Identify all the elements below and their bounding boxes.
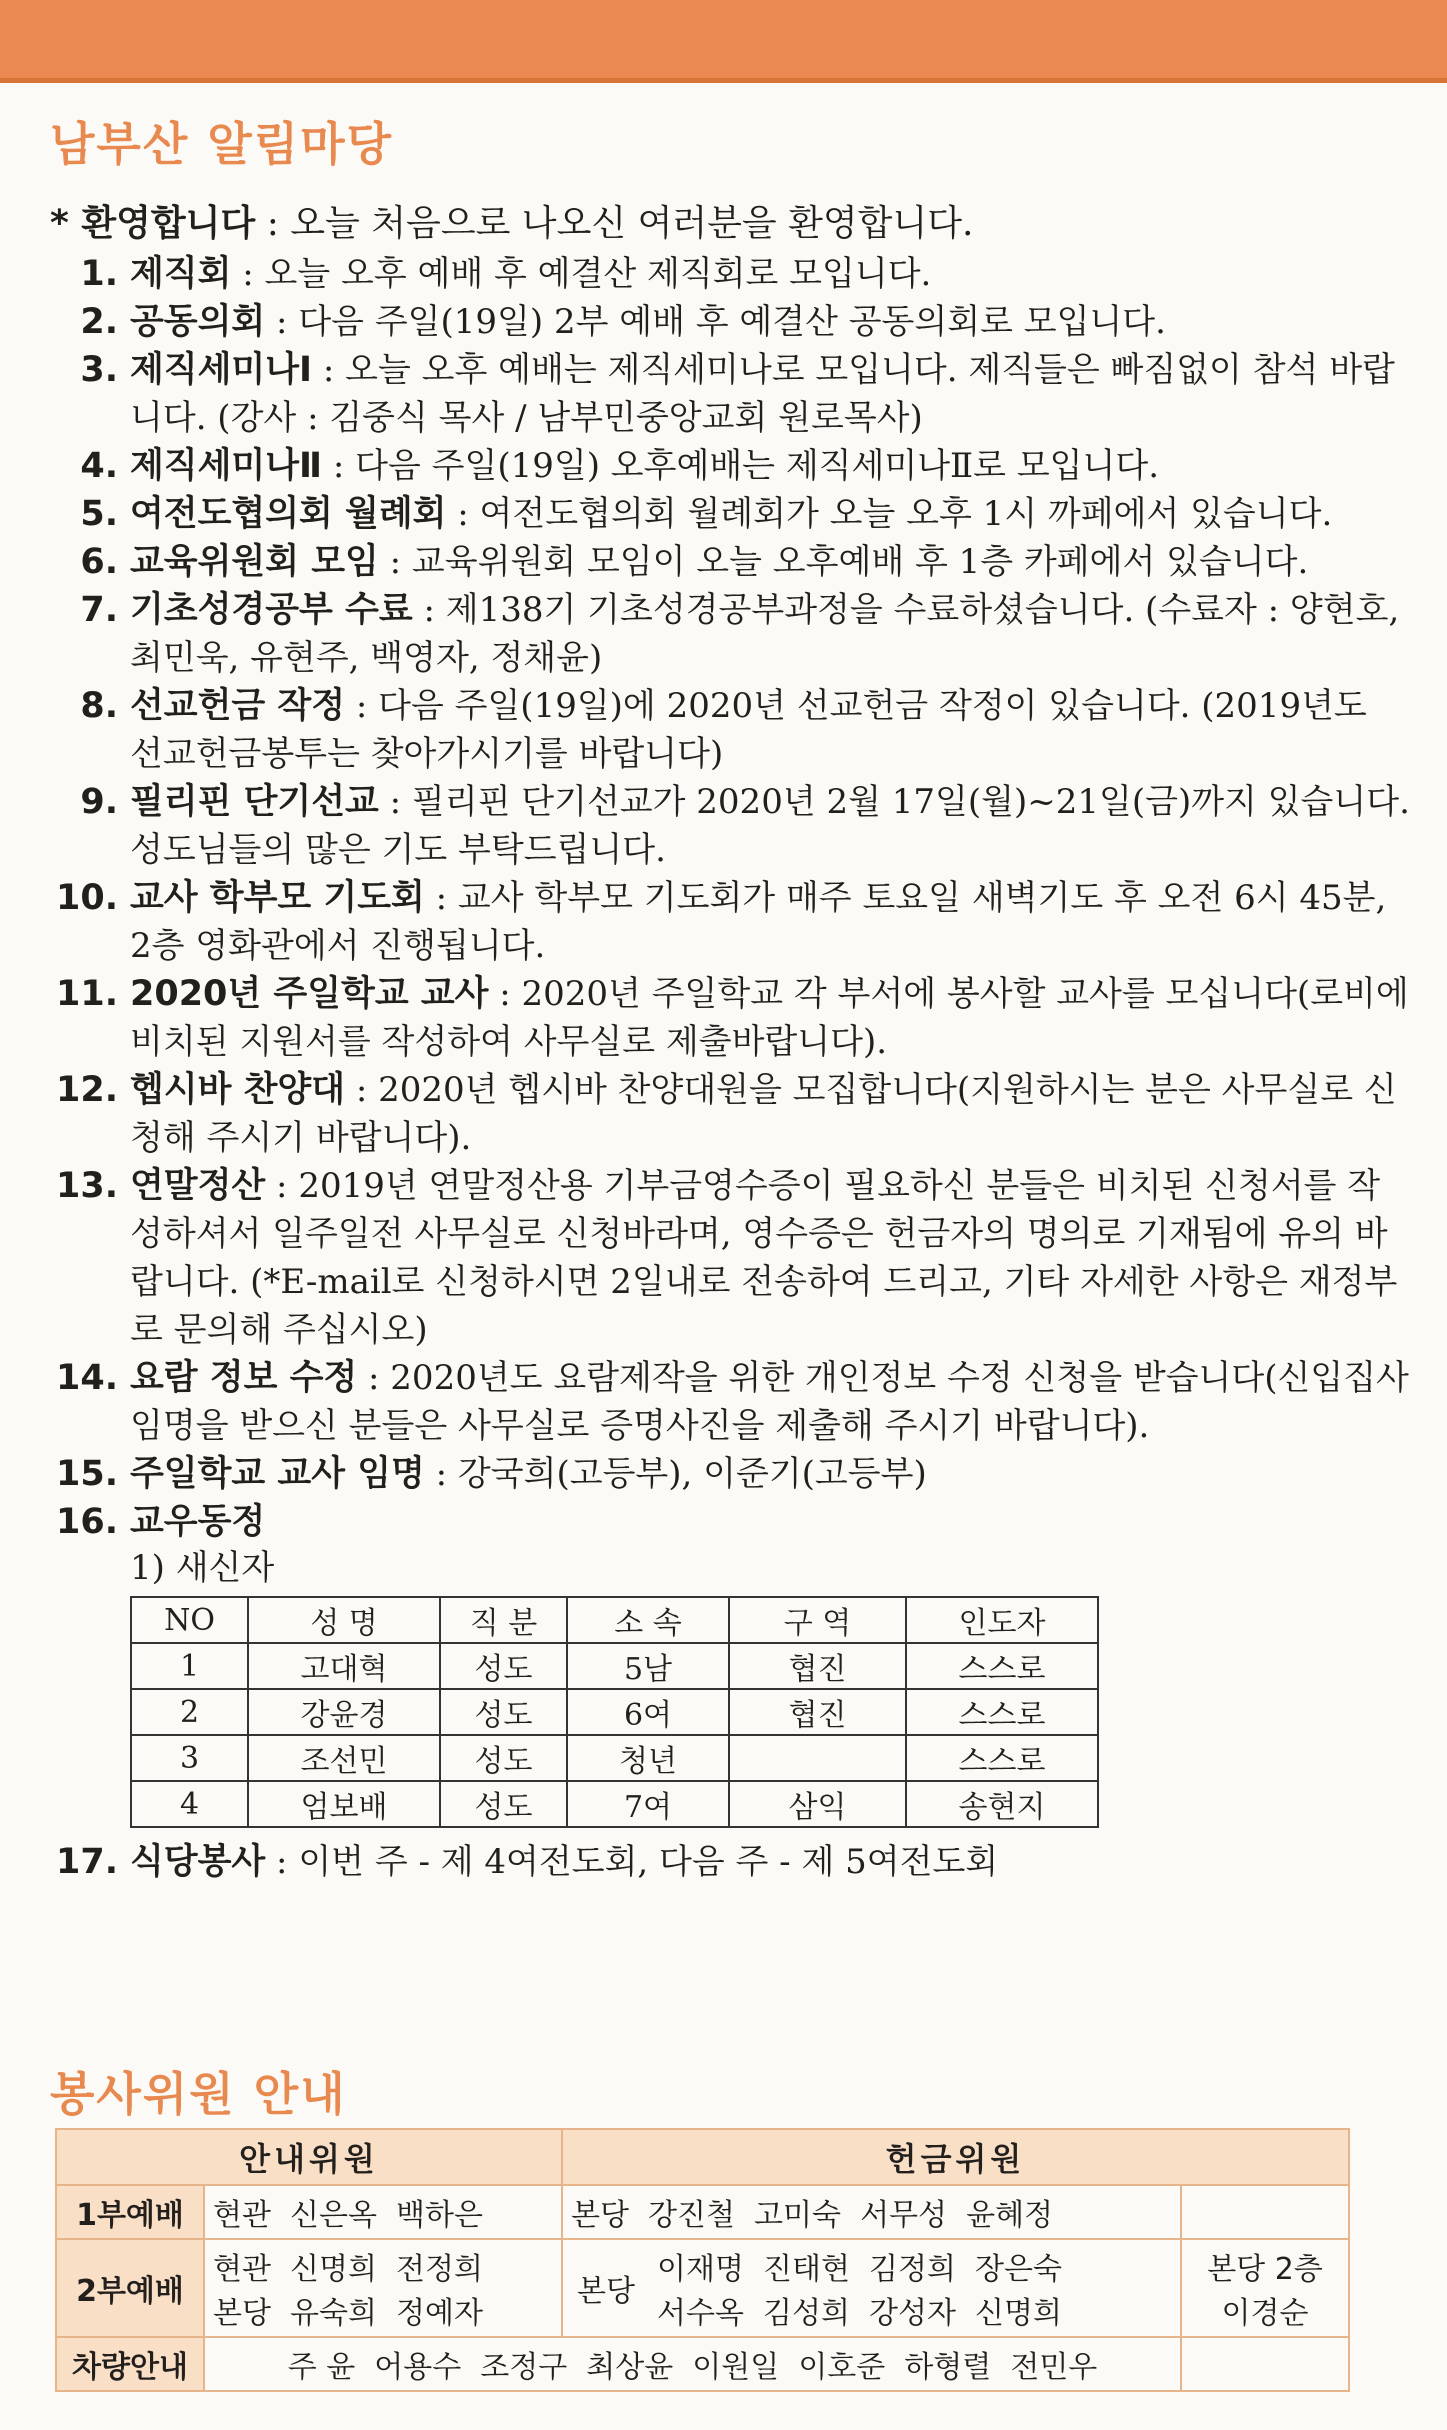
announcement-item (50, 538, 1410, 586)
item-label: 교사 학부모 기도회 (130, 878, 425, 918)
item-number: 4. (80, 446, 118, 486)
cell: 성도 (440, 1735, 567, 1781)
item-label: 필리핀 단기선교 (130, 782, 379, 822)
cell: 청년 (567, 1735, 729, 1781)
cell: 스스로 (906, 1689, 1098, 1735)
announcement-item (50, 1162, 1410, 1354)
table-row (131, 1689, 1098, 1735)
cell: 성도 (440, 1689, 567, 1735)
names: 신명희 전정희 (290, 2252, 483, 2287)
column-header: 구 역 (729, 1597, 906, 1643)
cell: 협진 (729, 1689, 906, 1735)
guide-header: 안내위원 (56, 2129, 562, 2185)
service-header-row (56, 2129, 1349, 2185)
service-row (56, 2239, 1349, 2337)
header-bar-line (0, 78, 1447, 83)
cell: 2 (131, 1689, 248, 1735)
names: 서수옥 김성희 강성자 신명희 (657, 2296, 1062, 2331)
cell: 조선민 (248, 1735, 440, 1781)
item-text: : 오늘 오후 예배는 제직세미나로 모입니다. 제직들은 빠짐없이 참석 바랍니다. (강사 : 김중식 목사 / 남부민중앙교회 원로목사) (130, 350, 1395, 438)
item-text: : 여전도협의회 월례회가 오늘 오후 1시 까페에서 있습니다. (446, 494, 1333, 534)
item-label: 제직세미나Ⅱ (130, 446, 323, 486)
announcement-item (50, 874, 1410, 970)
cell: 6여 (567, 1689, 729, 1735)
welcome-line (50, 195, 973, 246)
item-text: : 강국희(고등부), 이준기(고등부) (424, 1454, 927, 1494)
empty-cell (1181, 2337, 1349, 2391)
item-text: : 다음 주일(19일)에 2020년 선교헌금 작정이 있습니다. (2019년도 선교헌금봉투는 찾아가시기를 바랍니다) (130, 686, 1367, 774)
welcome-label: * 환영합니다 (50, 203, 256, 244)
announcement-item (50, 778, 1410, 874)
announcement-item (50, 490, 1410, 538)
names: 신은옥 백하은 (290, 2198, 483, 2233)
item-number: 15. (55, 1454, 118, 1494)
driver-names: 주 윤 어용수 조정구 최상윤 이원일 이호준 하형렬 전민우 (204, 2337, 1181, 2391)
announcement-item (50, 298, 1410, 346)
item-text: : 교육위원회 모임이 오늘 오후예배 후 1층 카페에서 있습니다. (378, 542, 1309, 582)
item-text: : 다음 주일(19일) 오후예배는 제직세미나Ⅱ로 모입니다. (322, 446, 1159, 486)
announcement-item (50, 1498, 1410, 1546)
cell: 강윤경 (248, 1689, 440, 1735)
place: 현관 (213, 2198, 271, 2233)
cell: 송현지 (906, 1781, 1098, 1827)
item-number: 9. (80, 782, 118, 822)
item-text: : 2019년 연말정산용 기부금영수증이 필요하신 분들은 비치된 신청서를 작성하셔서 일주일전 사무실로 신청바라며, 영수증은 헌금자의 명의로 기재됨에 유의 바랍니다. (*E-mail로 신청하시면 2일내로 전송하여 드리고, 기타 자세한 사항은 재정부로 문의해 주십시오) (130, 1166, 1398, 1350)
item-text: : 2020년도 요람제작을 위한 개인정보 수정 신청을 받습니다(신입집사 임명을 받으신 분들은 사무실로 증명사진을 제출해 주시기 바랍니다). (130, 1358, 1409, 1446)
column-header: 인도자 (906, 1597, 1098, 1643)
item-label: 교육위원회 모임 (130, 542, 379, 582)
item-number: 16. (55, 1502, 118, 1542)
column-header: 소 속 (567, 1597, 729, 1643)
row-label: 차량안내 (56, 2337, 204, 2391)
service-row (56, 2337, 1349, 2391)
item-text: : 오늘 오후 예배 후 예결산 제직회로 모입니다. (231, 254, 932, 294)
announcement-item (50, 1450, 1410, 1498)
item-number: 8. (80, 686, 118, 726)
item-text: : 필리핀 단기선교가 2020년 2월 17일(월)~21일(금)까지 있습니다. 성도님들의 많은 기도 부탁드립니다. (130, 782, 1410, 870)
announcement-item (50, 970, 1410, 1066)
item-label: 기초성경공부 수료 (130, 590, 413, 630)
cell: 성도 (440, 1781, 567, 1827)
names: 강진철 고미숙 서무성 윤혜정 (648, 2198, 1054, 2233)
place: 본당 (213, 2296, 271, 2331)
cell: 엄보배 (248, 1781, 440, 1827)
item-label: 주일학교 교사 임명 (130, 1454, 425, 1494)
offering-names (649, 2239, 1181, 2337)
table-row (131, 1781, 1098, 1827)
column-header: NO (131, 1597, 248, 1643)
announcement-item (50, 442, 1410, 490)
extra-cell (1181, 2239, 1349, 2337)
item-number: 7. (80, 590, 118, 630)
table-header-row (131, 1597, 1098, 1643)
item-number: 6. (80, 542, 118, 582)
service-row (56, 2185, 1349, 2239)
item-label: 연말정산 (130, 1166, 266, 1206)
item-number: 3. (80, 350, 118, 390)
item-number: 12. (55, 1070, 118, 1110)
announcement-item (50, 250, 1410, 298)
item-label: 여전도협의회 월례회 (130, 494, 447, 534)
place: 본당 (571, 2198, 629, 2233)
newcomers-label: 1) 새신자 (130, 1548, 275, 1588)
item-text: : 2020년 주일학교 각 부서에 봉사할 교사를 모십니다(로비에 비치된 지원서를 작성하여 사무실로 제출바랍니다). (130, 974, 1409, 1062)
newcomers-table (130, 1596, 1099, 1828)
cell: 1 (131, 1643, 248, 1689)
announcement-item (50, 1354, 1410, 1450)
item-text: : 제138기 기초성경공부과정을 수료하셨습니다. (수료자 : 양현호, 최민욱, 유현주, 백영자, 정채윤) (130, 590, 1400, 678)
item-text: : 이번 주 - 제 4여전도회, 다음 주 - 제 5여전도회 (265, 1842, 999, 1882)
cell: 협진 (729, 1643, 906, 1689)
service-table (55, 2128, 1350, 2392)
announcement-item (50, 586, 1410, 682)
offering-cell (562, 2185, 1181, 2239)
cell (729, 1735, 906, 1781)
table-row (131, 1735, 1098, 1781)
item-label: 식당봉사 (130, 1842, 266, 1882)
cell: 7여 (567, 1781, 729, 1827)
place: 현관 (213, 2252, 271, 2287)
welcome-text: : 오늘 처음으로 나오신 여러분을 환영합니다. (255, 203, 974, 244)
item-number: 14. (55, 1358, 118, 1398)
cell: 5남 (567, 1643, 729, 1689)
announcement-item (50, 346, 1410, 442)
guide-cell (204, 2185, 562, 2239)
names: 이재명 진태현 김정희 장은숙 (657, 2252, 1062, 2287)
table-row (131, 1643, 1098, 1689)
item-label: 교우동정 (130, 1502, 266, 1542)
item-text: : 다음 주일(19일) 2부 예배 후 예결산 공동의회로 모입니다. (265, 302, 1166, 342)
item-number: 10. (55, 878, 118, 918)
cell: 스스로 (906, 1735, 1098, 1781)
header-bar (0, 0, 1447, 78)
item-number: 5. (80, 494, 118, 534)
offering-place: 본당 (562, 2239, 649, 2337)
item-label: 공동의회 (130, 302, 266, 342)
offering-header: 헌금위원 (562, 2129, 1349, 2185)
cell: 삼익 (729, 1781, 906, 1827)
item-text: : 2020년 헵시바 찬양대원을 모집합니다(지원하시는 분은 사무실로 신청해 주시기 바랍니다). (130, 1070, 1397, 1158)
item-label: 요람 정보 수정 (130, 1358, 358, 1398)
item-number: 11. (55, 974, 118, 1014)
announcement-item (50, 682, 1410, 778)
cell: 3 (131, 1735, 248, 1781)
names: 유숙희 정예자 (290, 2296, 483, 2331)
column-header: 직 분 (440, 1597, 567, 1643)
item-number: 1. (80, 254, 118, 294)
item-number: 17. (55, 1842, 118, 1882)
names: 이경순 (1221, 2296, 1309, 2331)
item-number: 2. (80, 302, 118, 342)
row-label: 2부예배 (56, 2239, 204, 2337)
cell: 고대혁 (248, 1643, 440, 1689)
cell: 성도 (440, 1643, 567, 1689)
item-label: 제직회 (130, 254, 232, 294)
column-header: 성 명 (248, 1597, 440, 1643)
item-label: 선교헌금 작정 (130, 686, 346, 726)
guide-cell (204, 2239, 562, 2337)
item-text: : 교사 학부모 기도회가 매주 토요일 새벽기도 후 오전 6시 45분, 2층 영화관에서 진행됩니다. (130, 878, 1387, 966)
announcement-list (50, 250, 1410, 1886)
item-label: 2020년 주일학교 교사 (130, 974, 489, 1014)
row-label: 1부예배 (56, 2185, 204, 2239)
page-title: 남부산 알림마당 (50, 117, 394, 171)
item-label: 헵시바 찬양대 (130, 1070, 346, 1110)
place: 본당 2층 (1207, 2252, 1323, 2287)
announcement-item (50, 1838, 1410, 1886)
item-label: 제직세미나Ⅰ (130, 350, 313, 390)
empty-cell (1181, 2185, 1349, 2239)
item-number: 13. (55, 1166, 118, 1206)
service-title: 봉사위원 안내 (50, 2067, 347, 2121)
announcement-item (50, 1066, 1410, 1162)
cell: 4 (131, 1781, 248, 1827)
cell: 스스로 (906, 1643, 1098, 1689)
